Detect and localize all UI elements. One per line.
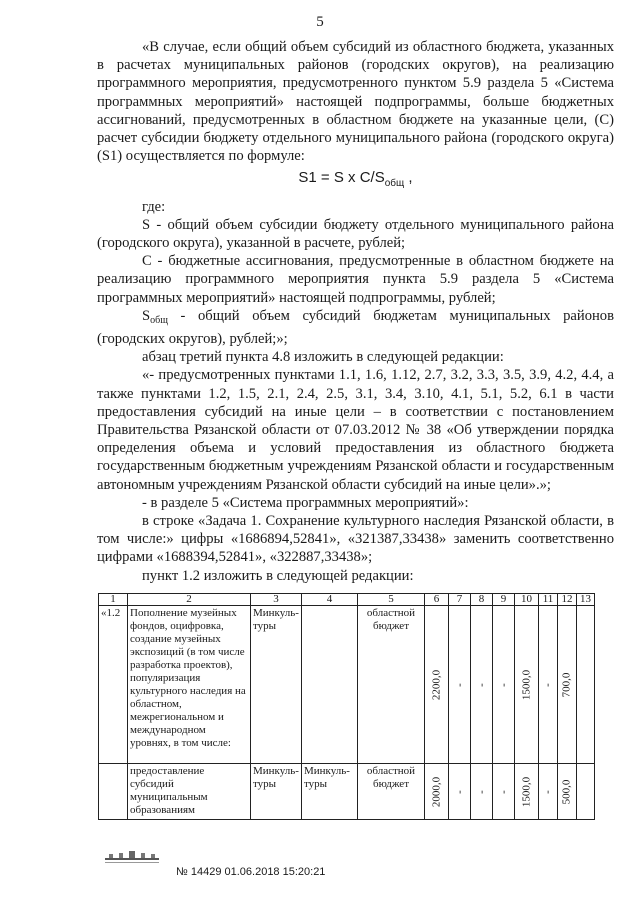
row-number: «1.2 bbox=[99, 606, 128, 764]
program-table bbox=[98, 593, 595, 820]
header-cell: 7 bbox=[449, 594, 471, 606]
value-cell bbox=[515, 606, 539, 764]
header-cell: 2 bbox=[128, 594, 251, 606]
value-cell bbox=[449, 606, 471, 764]
value-cell bbox=[558, 764, 577, 820]
executor: Минкуль-туры bbox=[251, 764, 302, 820]
value-text: - bbox=[497, 789, 509, 794]
funding-source: областной бюджет bbox=[358, 764, 425, 820]
header-cell: 9 bbox=[493, 594, 515, 606]
value-text: 500,0 bbox=[560, 779, 573, 804]
total-value: 2200,0 bbox=[430, 669, 442, 700]
header-cell: 13 bbox=[577, 594, 595, 606]
value-cell bbox=[558, 606, 577, 764]
value-cell bbox=[425, 764, 449, 820]
value-cell bbox=[577, 764, 595, 820]
header-cell: 12 bbox=[558, 594, 577, 606]
sobsh-symbol: S bbox=[142, 307, 151, 324]
table-row bbox=[99, 764, 595, 820]
value-cell bbox=[577, 606, 595, 764]
paragraph-c-definition: С - бюджетные ассигнования, предусмотренные в областном бюджете на реализацию программного мероприятия пункта 5.9 раздела 5 «Система программных мероприятий» настоящей подпрограммы, рублей; bbox=[97, 253, 614, 306]
formula-subscript: общ bbox=[384, 178, 405, 190]
header-cell: 1 bbox=[99, 594, 128, 606]
value-cell bbox=[539, 764, 558, 820]
page-number: 5 bbox=[316, 14, 324, 30]
header-cell: 11 bbox=[539, 594, 558, 606]
paragraph-case: «В случае, если общий объем субсидий из областного бюджета, указанных в расчетах муниципальных районов (городских округов), на реализацию программного мероприятия, предусмотренного пунктом 5.9 раздела 5 «Система программных мероприятий» настоящей подпрограммы, больше бюджетных ассигнований, предусмотренных в областном бюджете на указанные цели, (С) расчет субсидии бюджету отдельного муниципального района (городского округа) (S1) осуществляется по формуле: bbox=[97, 39, 614, 165]
sobsh-text: - общий объем субсидий бюджетам муниципальных районов (городских округов), рублей;»; bbox=[97, 307, 614, 348]
recipient: Минкуль-туры bbox=[302, 764, 358, 820]
paragraph-where: где: bbox=[142, 198, 166, 215]
value-text: 1500,0 bbox=[520, 776, 532, 807]
paragraph-punkt: пункт 1.2 изложить в следующей редакции: bbox=[142, 567, 414, 584]
value-text: - bbox=[453, 789, 465, 794]
table-row bbox=[99, 606, 595, 764]
row-number bbox=[99, 764, 128, 820]
value-text: - bbox=[475, 682, 487, 687]
value-text: - bbox=[497, 682, 509, 687]
value-cell bbox=[493, 764, 515, 820]
header-cell: 8 bbox=[471, 594, 493, 606]
executor: Минкуль-туры bbox=[251, 606, 302, 764]
funding-source: областной бюджет bbox=[358, 606, 425, 764]
government-building-logo bbox=[103, 848, 161, 868]
value-text: - bbox=[453, 682, 465, 687]
value-text: 700,0 bbox=[560, 672, 573, 697]
formula-end: , bbox=[404, 169, 413, 187]
value-text: - bbox=[475, 789, 487, 794]
paragraph-sobsh-definition bbox=[97, 307, 614, 348]
header-cell: 10 bbox=[515, 594, 539, 606]
value-cell bbox=[493, 606, 515, 764]
total-value: 2000,0 bbox=[430, 776, 442, 807]
value-cell bbox=[471, 764, 493, 820]
value-cell bbox=[425, 606, 449, 764]
formula-main: S1 = S x C/S bbox=[298, 169, 385, 187]
header-cell: 3 bbox=[251, 594, 302, 606]
sobsh-subscript: общ bbox=[150, 314, 168, 326]
header-cell: 4 bbox=[302, 594, 358, 606]
value-cell bbox=[539, 606, 558, 764]
paragraph-section: - в разделе 5 «Система программных мероприятий»: bbox=[142, 494, 469, 511]
document-body bbox=[97, 38, 614, 585]
recipient bbox=[302, 606, 358, 764]
measure-name: предоставление субсидий муниципальным образованиям bbox=[128, 764, 251, 820]
table-header-row bbox=[99, 594, 595, 606]
value-cell bbox=[471, 606, 493, 764]
value-text: 1500,0 bbox=[520, 669, 532, 700]
paragraph-quote: «- предусмотренных пунктами 1.1, 1.6, 1.12, 2.7, 3.2, 3.3, 3.5, 3.9, 4.2, 4.4, а также пунктами 1.2, 1.5, 2.1, 2.4, 2.5, 3.1, 3.4, 3.10, 4.1, 5.1, 5.2, 6.1 в части предоставления субсидий на иные цели – в соответствии с постановлением Правительства Рязанской области от 07.03.2012 № 38 «Об утверждении порядка определения объема и условий предоставления из областного бюджета государственным бюджетным учреждениям Рязанской области и государственным автономным учреждениям Рязанской области субсидий на иные цели».»; bbox=[97, 367, 614, 493]
formula bbox=[97, 169, 614, 193]
header-cell: 5 bbox=[358, 594, 425, 606]
value-text: - bbox=[541, 789, 554, 794]
paragraph-abzac: абзац третий пункта 4.8 изложить в следующей редакции: bbox=[142, 349, 504, 366]
paragraph-s-definition: S - общий объем субсидии бюджету отдельного муниципального района (городского округа), указанной в расчете, рублей; bbox=[97, 216, 614, 252]
document-registration-number: № 14429 01.06.2018 15:20:21 bbox=[176, 866, 326, 878]
value-cell bbox=[449, 764, 471, 820]
header-cell: 6 bbox=[425, 594, 449, 606]
paragraph-task: в строке «Задача 1. Сохранение культурного наследия Рязанской области, в том числе:» цифры «1686894,52841», «321387,33438» заменить соответственно цифрами «1688394,52841», «322887,33438»; bbox=[97, 513, 614, 566]
measure-name: Пополнение музейных фондов, оцифровка, создание музейных экспозиций (в том числе разработка проектов), популяризация культурного наследия на областном, межрегиональном и международном уровнях, в том числе: bbox=[128, 606, 251, 764]
value-cell bbox=[515, 764, 539, 820]
value-text: - bbox=[541, 682, 554, 687]
